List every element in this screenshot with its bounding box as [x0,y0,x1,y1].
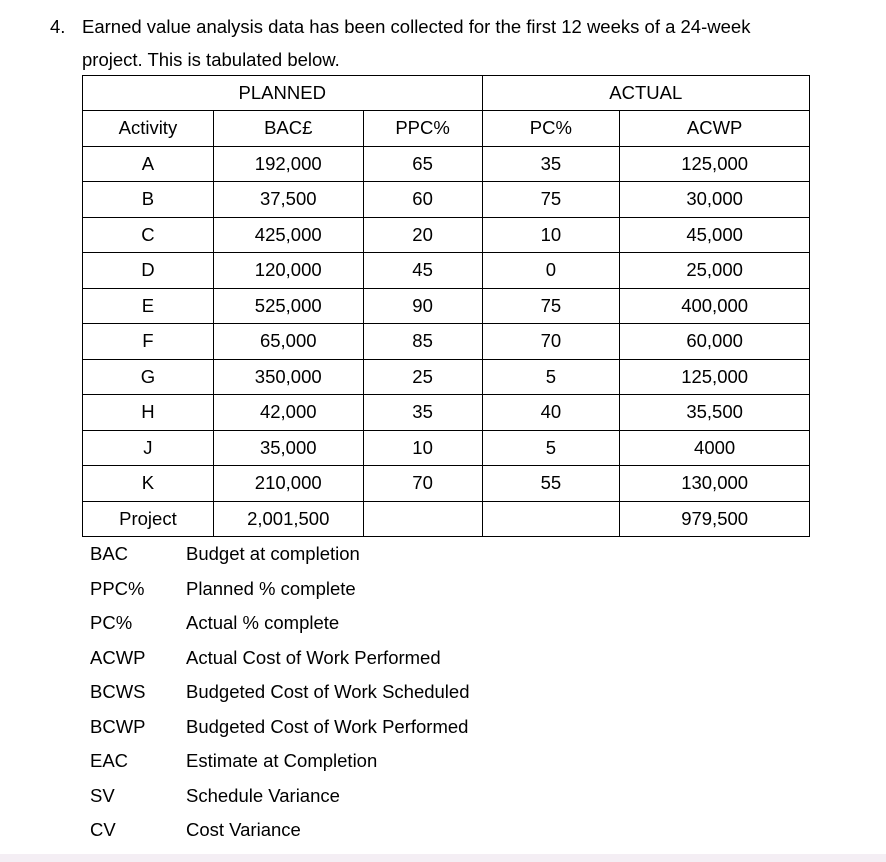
legend-item [90,537,470,572]
table-cell: J [83,430,214,466]
column-header: PPC% [363,111,482,147]
table-row [83,395,810,431]
table-cell: 65,000 [213,324,363,360]
legend-abbreviation: EAC [90,750,129,772]
table-cell: 2,001,500 [213,501,363,537]
table-row [83,466,810,502]
table-cell: 37,500 [213,182,363,218]
table-row [83,430,810,466]
table-cell: 42,000 [213,395,363,431]
legend-meaning: Budgeted Cost of Work Performed [186,715,469,737]
table-row [83,217,810,253]
legend-item [90,641,470,676]
column-header: Activity [83,111,214,147]
legend-abbreviation: BAC [90,543,129,565]
table-cell: 10 [482,217,620,253]
legend-meaning: Schedule Variance [186,784,340,806]
table-cell: 40 [482,395,620,431]
legend-meaning: Planned % complete [186,577,356,599]
table-cell: 75 [482,182,620,218]
table-cell: 55 [482,466,620,502]
table-cell: 65 [363,146,482,182]
abbreviation-legend [90,537,470,848]
legend-abbreviation: PC% [90,612,133,634]
table-cell: 70 [482,324,620,360]
table-cell: 25 [363,359,482,395]
column-header: BAC£ [213,111,363,147]
legend-abbreviation: PPC% [90,577,145,599]
legend-abbreviation: ACWP [90,646,146,668]
earned-value-table [82,75,810,537]
table-cell: B [83,182,214,218]
table-row [83,288,810,324]
question-number: 4. [50,16,66,37]
actual-header: ACTUAL [482,76,810,111]
legend-item [90,813,470,848]
table-cell: K [83,466,214,502]
table-row [83,253,810,289]
table-cell: 30,000 [620,182,810,218]
table-cell: 400,000 [620,288,810,324]
table-cell: A [83,146,214,182]
table-row [83,146,810,182]
column-header: ACWP [620,111,810,147]
table-cell: 35 [363,395,482,431]
table-cell: 425,000 [213,217,363,253]
table-cell: 60 [363,182,482,218]
table-cell: 25,000 [620,253,810,289]
planned-header: PLANNED [83,76,483,111]
table-cell: 35,000 [213,430,363,466]
table-cell: 20 [363,217,482,253]
table-cell: 35 [482,146,620,182]
table-cell: 70 [363,466,482,502]
legend-meaning: Budget at completion [186,543,360,565]
page-edge [0,854,886,862]
question-text [50,10,870,76]
legend-abbreviation: BCWP [90,715,146,737]
table-cell: 525,000 [213,288,363,324]
table-cell: 350,000 [213,359,363,395]
legend-meaning: Cost Variance [186,819,301,841]
group-header-row [83,76,810,111]
table-cell: 35,500 [620,395,810,431]
table-cell [482,501,620,537]
table-cell: 120,000 [213,253,363,289]
table-cell: G [83,359,214,395]
column-header: PC% [482,111,620,147]
table-cell: E [83,288,214,324]
table-cell: 5 [482,359,620,395]
table-cell: 45 [363,253,482,289]
table-cell: 125,000 [620,359,810,395]
legend-item [90,572,470,607]
table-cell: 10 [363,430,482,466]
table-cell: 85 [363,324,482,360]
table-cell: 130,000 [620,466,810,502]
legend-meaning: Actual Cost of Work Performed [186,646,441,668]
table-cell: 125,000 [620,146,810,182]
table-row [83,359,810,395]
column-header-row [83,111,810,147]
legend-item [90,606,470,641]
table-row [83,324,810,360]
table-cell: D [83,253,214,289]
legend-meaning: Estimate at Completion [186,750,378,772]
legend-abbreviation: BCWS [90,681,146,703]
table-cell: H [83,395,214,431]
table-cell [363,501,482,537]
table-cell: 45,000 [620,217,810,253]
table-cell: 192,000 [213,146,363,182]
legend-item [90,779,470,814]
legend-item [90,710,470,745]
legend-abbreviation: SV [90,784,115,806]
table-cell: 979,500 [620,501,810,537]
table-cell: C [83,217,214,253]
table-cell: Project [83,501,214,537]
table-cell: 90 [363,288,482,324]
table-cell: 0 [482,253,620,289]
project-total-row [83,501,810,537]
legend-meaning: Budgeted Cost of Work Scheduled [186,681,470,703]
table-cell: 210,000 [213,466,363,502]
table-cell: 60,000 [620,324,810,360]
table-cell: F [83,324,214,360]
table-cell: 4000 [620,430,810,466]
question-line-1: Earned value analysis data has been collected for the first 12 weeks of a 24-week [82,16,751,37]
legend-item [90,744,470,779]
table-cell: 5 [482,430,620,466]
question-line-2: project. This is tabulated below. [82,49,340,70]
table-row [83,182,810,218]
legend-item [90,675,470,710]
legend-meaning: Actual % complete [186,612,340,634]
table-cell: 75 [482,288,620,324]
legend-abbreviation: CV [90,819,116,841]
